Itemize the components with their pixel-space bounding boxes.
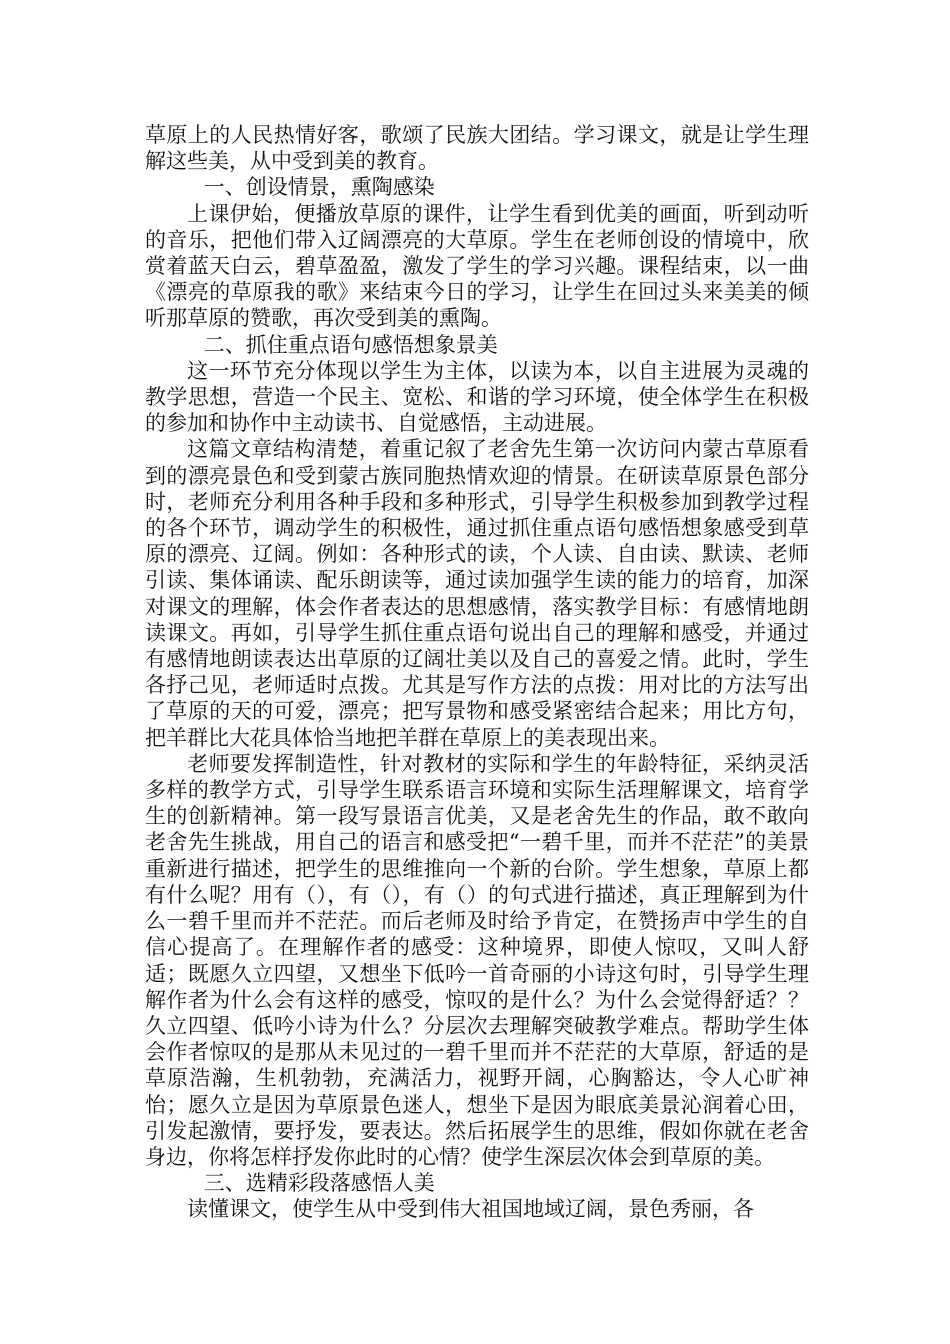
section-heading-3: 三、选精彩段落感悟人美 bbox=[203, 1171, 435, 1196]
paragraph-4: 老师要发挥制造性，针对教材的实际和学生的年龄特征，采纳灵活多样的教学方式，引导学生联系语言环境和实际生活理解课文，培育学生的创新精神。第一段写景语言优美，又是老舍先生的作品，敢不敢向老舍先生挑战，用自己的语言和感受把“一碧千里，而并不茫茫”的美景重新进行描述，把学生的思维推向一个新的台阶。学生想象，草原上都有什么呢？用有（），有（），有（）的句式进行描述，真正理解到为什么一碧千里而并不茫茫。而后老师及时给予肯定，在赞扬声中学生的自信心提高了。在理解作者的感受：这种境界，即使人惊叹，又叫人舒适；既愿久立四望，又想坐下低吟一首奇丽的小诗这句时，引导学生理解作者为什么会有这样的感受，惊叹的是什么？为什么会觉得舒适？？久立四望、低吟小诗为什么？分层次去理解突破教学难点。帮助学生体会作者惊叹的是那从未见过的一碧千里而并不茫茫的大草原，舒适的是草原浩瀚，生机勃勃，充满活力，视野开阔，心胸豁达，令人心旷神怡；愿久立是因为草原景色迷人，想坐下是因为眼底美景沁润着心田，引发起激情，要抒发，要表达。然后拓展学生的思维，假如你就在老舍身边，你将怎样抒发你此时的心情？使学生深层次体会到草原的美。 bbox=[145, 751, 809, 1169]
paragraph-1: 上课伊始，便播放草原的课件，让学生看到优美的画面，听到动听的音乐，把他们带入辽阔漂亮的大草原。学生在老师创设的情境中，欣赏着蓝天白云，碧草盈盈，激发了学生的学习兴趣。课程结束，以一曲《漂亮的草原我的歌》来结束今日的学习，让学生在回过头来美美的倾听那草原的赞歌，再次受到美的熏陶。 bbox=[145, 201, 809, 331]
paragraph-2: 这一环节充分体现以学生为主体，以读为本，以自主进展为灵魂的教学思想，营造一个民主、宽松、和谐的学习环境，使全体学生在积极的参加和协作中主动读书、自觉感悟，主动进展。 bbox=[145, 358, 809, 436]
paragraph-3: 这篇文章结构清楚，着重记叙了老舍先生第一次访问内蒙古草原看到的漂亮景色和受到蒙古族同胞热情欢迎的情景。在研读草原景色部分时，老师充分利用各种手段和多种形式，引导学生积极参加到教学过程的各个环节，调动学生的积极性，通过抓住重点语句感悟想象感受到草原的漂亮、辽阔。例如：各种形式的读，个人读、自由读、默读、老师引读、集体诵读、配乐朗读等，通过读加强学生读的能力的培育，加深对课文的理解，体会作者表达的思想感情，落实教学目标：有感情地朗读课文。再如，引导学生抓住重点语句说出自己的理解和感受，并通过有感情地朗读表达出草原的辽阔壮美以及自己的喜爱之情。此时，学生各抒己见，老师适时点拨。尤其是写作方法的点拨：用对比的方法写出了草原的天的可爱，漂亮；把写景物和感受紧密结合起来；用比方句，把羊群比大花具体恰当地把羊群在草原上的美表现出来。 bbox=[145, 437, 809, 750]
paragraph-intro: 草原上的人民热情好客，歌颂了民族大团结。学习课文，就是让学生理解这些美，从中受到美的教育。 bbox=[145, 123, 809, 174]
document-page bbox=[145, 122, 809, 1223]
paragraph-5: 读懂课文，使学生从中受到伟大祖国地域辽阔，景色秀丽，各 bbox=[187, 1197, 754, 1222]
section-heading-2: 二、抓住重点语句感悟想象景美 bbox=[203, 332, 498, 357]
section-heading-1: 一、创设情景，熏陶感染 bbox=[203, 175, 435, 200]
